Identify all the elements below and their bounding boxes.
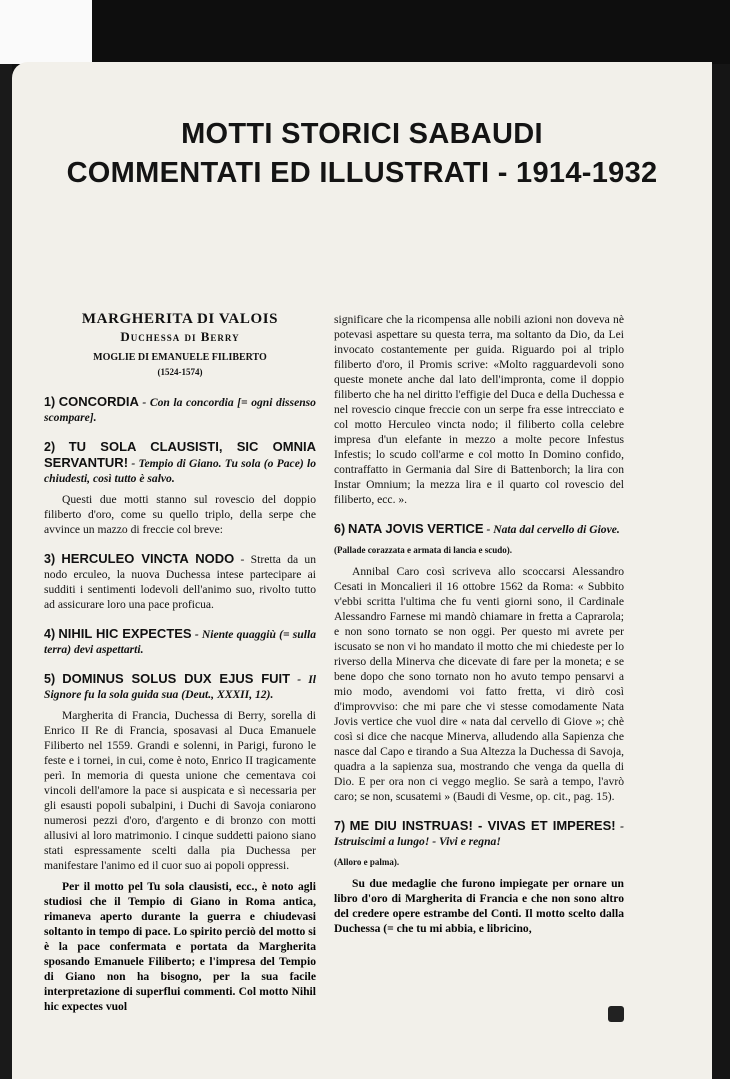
scan-top-border	[0, 0, 730, 64]
motto-heading: ME DIU INSTRUAS! - VIVAS ET IMPERES!	[349, 818, 616, 833]
paragraph: Su due medaglie che furono impiegate per ornare un libro d'oro di Margherita di Francia e che non sono altro del credere opere estrambe del Conti. Il motto scelto dalla Duchessa (= che tu mi abbia, e libricino,	[334, 877, 624, 935]
motto-translation: - Il Signore fu la sola guida sua (Deut., XXXII, 12).	[44, 673, 316, 701]
motto-6	[334, 521, 624, 537]
scan-left-border	[0, 64, 12, 1079]
motto-heading: DOMINUS SOLUS DUX EJUS FUIT	[62, 671, 291, 686]
motto-heading: NATA JOVIS VERTICE	[348, 521, 484, 536]
section-name: MARGHERITA DI VALOIS	[81, 311, 279, 327]
motto-translation: - Niente quaggiù (= sulla terra) devi aspettarti.	[44, 628, 316, 656]
motto-heading: TU SOLA CLAUSISTI, SIC OMNIA SERVANTUR!	[44, 439, 316, 470]
motto-1	[44, 394, 316, 425]
motto-translation: - Nata dal cervello di Giove.	[486, 523, 620, 536]
scan-right-border	[712, 64, 730, 1079]
right-column	[334, 312, 624, 936]
paragraph: Annibal Caro così scriveva allo scoccarsi Alessandro Cesati in Moncalieri il 16 ottobre 1562 da Roma: « Subbito v'ebbi scritta l'ultima che fu venti giorni sono, il Cardinale Alessandro Farnese mi mandò chiamare in fretta a Caprarola; e non sono tornato se non oggi. Per questo mi avrete per iscusato se non vi ho mandato il motto che mi chiedeste per lo riverso della Minerva che dicevate di fare per la moneta; e se bene dopo che sono tornato non ho avuto tempo pensarvi a mio modo, avendomi voi fatto fretta, vi dirò così d'improvviso: che mi pare che vi stesse comodamente Nata Jovis vertice che vuol dire « nata dal cervello di Giove »; chè così si dice che nacque Minerva, alludendo alla Sapienza che nasce dal Capo e tirando a Sua Altezza la Duchessa di Savoja, quadra a la sapienza sua, mostrando che venga da quella di Dio. E per ora non ci veggo meglio. Se sarà a tempo, l'avrò caro; se non, scusatemi » (Baudi di Vesme, op. cit., pag. 15).	[334, 565, 624, 803]
motto-5	[44, 671, 316, 702]
motto-heading: NIHIL HIC EXPECTES	[58, 626, 192, 641]
motto-number: 1)	[44, 395, 56, 409]
motto-number: 6)	[334, 522, 346, 536]
paragraph: significare che la ricompensa alle nobili azioni non doveva nè potevasi aspettare su questa terra, ma soltanto da Dio, da Lei invocato costantemente per guida. Riguardo poi al triplo filiberto d'oro, il Promis scrive: «Molto ragguardevoli sono queste monete anche dal lato dell'impronta, come il doppio filiberto che ha nel diritto l'effigie del Duca e della Duchessa e nel rovescio cinque freccie con un serpe fra esse intrecciato e col motto Herculeo vincta nodo; il filiberto colla celebre impresa d'un elefante in mezzo a molte pecore Infestus Infestis; lo scudo coll'arme e col motto In Domino confido, contraffatto in Germania dal Sire di Battenborch; la lira con Instar Omnium; la mezza lira e il quarto col rovescio del filiberto, ecc. ».	[334, 313, 624, 506]
paragraph: Questi due motti stanno sul rovescio del doppio filiberto d'oro, come su quello triplo, della serpe che avvince un mazzo di freccie col breve:	[44, 493, 316, 536]
section-caption: MOGLIE DI EMANUELE FILIBERTO	[93, 352, 267, 363]
page-title-line2: COMMENTATI ED ILLUSTRATI - 1914-1932	[66, 157, 658, 189]
motto-2	[44, 439, 316, 486]
motto-translation: - Stretta da un nodo erculeo, la nuova Duchessa intese partecipare ai sudditi i sentimenti lodevoli dell'animo suo, rivolto tutto ad assicurare loro una pace proficua.	[44, 553, 317, 611]
motto-translation: - Tempio di Giano. Tu sola (o Pace) lo chiudesti, così tutto è salvo.	[44, 457, 316, 485]
motto-translation: - Con la concordia [= ogni dissenso scompare].	[44, 396, 316, 424]
page-title-line1: MOTTI STORICI SABAUDI	[181, 118, 543, 150]
motto-heading: CONCORDIA	[58, 394, 139, 409]
page-number-mark	[608, 1006, 624, 1022]
motto-number: 3)	[44, 552, 56, 566]
section-dates: (1524-1574)	[157, 367, 203, 377]
motto-7	[334, 818, 624, 849]
motto-4	[44, 626, 316, 657]
motto-3	[44, 551, 316, 612]
motto-note: (Pallade corazzata e armata di lancia e scudo).	[334, 545, 512, 555]
motto-number: 7)	[334, 819, 346, 833]
document-page	[12, 62, 712, 1079]
left-column	[44, 312, 316, 1014]
motto-translation: - Istruiscimi a lungo! - Vivi e regna!	[334, 820, 624, 848]
paragraph: Per il motto pel Tu sola clausisti, ecc., è noto agli studiosi che il Tempio di Giano in Roma antica, rimaneva aperto durante la guerra e chiudevasi soltanto in tempo di pace. Lo spirito perciò del motto si è la pace confermata e portata da Margherita sposando Emanuele Filiberto; e l'impresa del Tempio di Giano non ha bisogno, per la sua facile interpretazione di superflui commenti. Col motto Nihil hic expectes vuol	[44, 880, 316, 1013]
scan-top-corner	[0, 0, 92, 64]
motto-heading: HERCULEO VINCTA NODO	[61, 551, 235, 566]
motto-number: 2)	[44, 440, 56, 454]
motto-number: 4)	[44, 627, 56, 641]
paragraph: Margherita di Francia, Duchessa di Berry, sorella di Enrico II Re di Francia, sposavasi al Duca Emanuele Filiberto nel 1559. Grandi e solenni, in Parigi, furono le feste e i tornei, in cui, come è noto, Enrico II tragicamente perì. In memoria di questa unione che cementava coi vincoli dell'amore la pace si auspicata e sì necessaria per gli esausti popoli subalpini, i Duchi di Savoja coniarono numerosi pezzi d'oro, d'argento e di bronzo con motti allusivi al loro matrimonio. I cinque suddetti paiono siano stati espressamente scelti dalla pia Duchessa per manifestare l'animo ed il cuor suo ai popoli oppressi.	[44, 709, 316, 872]
section-subname: Duchessa di Berry	[120, 329, 240, 344]
motto-note: (Alloro e palma).	[334, 857, 400, 867]
motto-number: 5)	[44, 672, 56, 686]
